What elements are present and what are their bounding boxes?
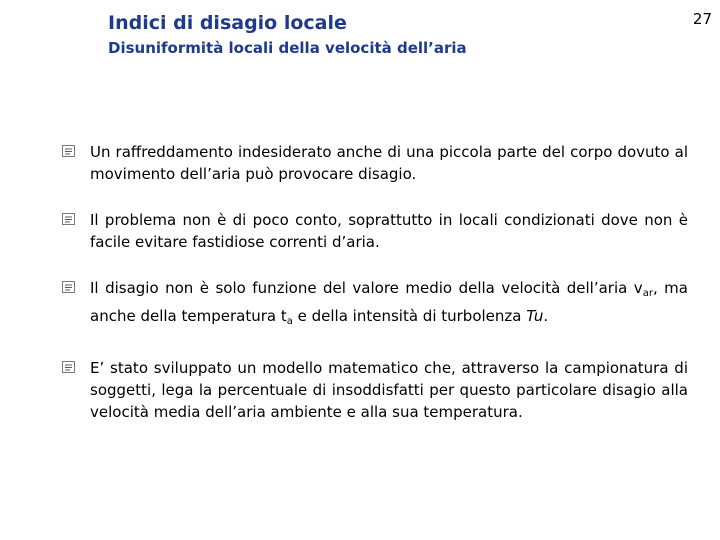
bullet-text: E’ stato sviluppato un modello matematico che, attraverso la campionatura di soggetti, lega la percentuale di insoddisfatti per questo particolare disagio alla velocità media dell’aria ambiente e alla sua temperatura. xyxy=(90,359,688,421)
list-bullet-icon xyxy=(62,145,75,157)
list-item xyxy=(62,141,688,185)
bullet-text-part: Il disagio non è solo funzione del valore medio della velocità dell’aria v xyxy=(90,279,643,297)
bullet-text-part: . xyxy=(543,307,549,325)
list-item xyxy=(62,357,688,423)
bullet-text xyxy=(90,277,688,333)
bullet-list xyxy=(62,141,688,447)
slide-title: Indici di disagio locale xyxy=(108,12,347,34)
turbulence-symbol: Tu xyxy=(526,307,544,325)
bullet-text-part: , ma anche della temperatura t xyxy=(90,279,688,325)
list-bullet-icon xyxy=(62,213,75,225)
bullet-text: Un raffreddamento indesiderato anche di una piccola parte del corpo dovuto al movimento dell’aria può provocare disagio. xyxy=(90,143,688,183)
list-item xyxy=(62,209,688,253)
bullet-text-part: e della intensità di turbolenza xyxy=(292,307,527,325)
page-number: 27 xyxy=(692,10,712,28)
subscript-ar: ar xyxy=(642,288,653,299)
list-bullet-icon xyxy=(62,361,75,373)
list-bullet-icon xyxy=(62,281,75,293)
slide-subtitle: Disuniformità locali della velocità dell’aria xyxy=(108,39,467,57)
list-item xyxy=(62,277,688,333)
bullet-text: Il problema non è di poco conto, soprattutto in locali condizionati dove non è facile evitare fastidiose correnti d’aria. xyxy=(90,211,688,251)
subscript-a: a xyxy=(286,316,293,327)
